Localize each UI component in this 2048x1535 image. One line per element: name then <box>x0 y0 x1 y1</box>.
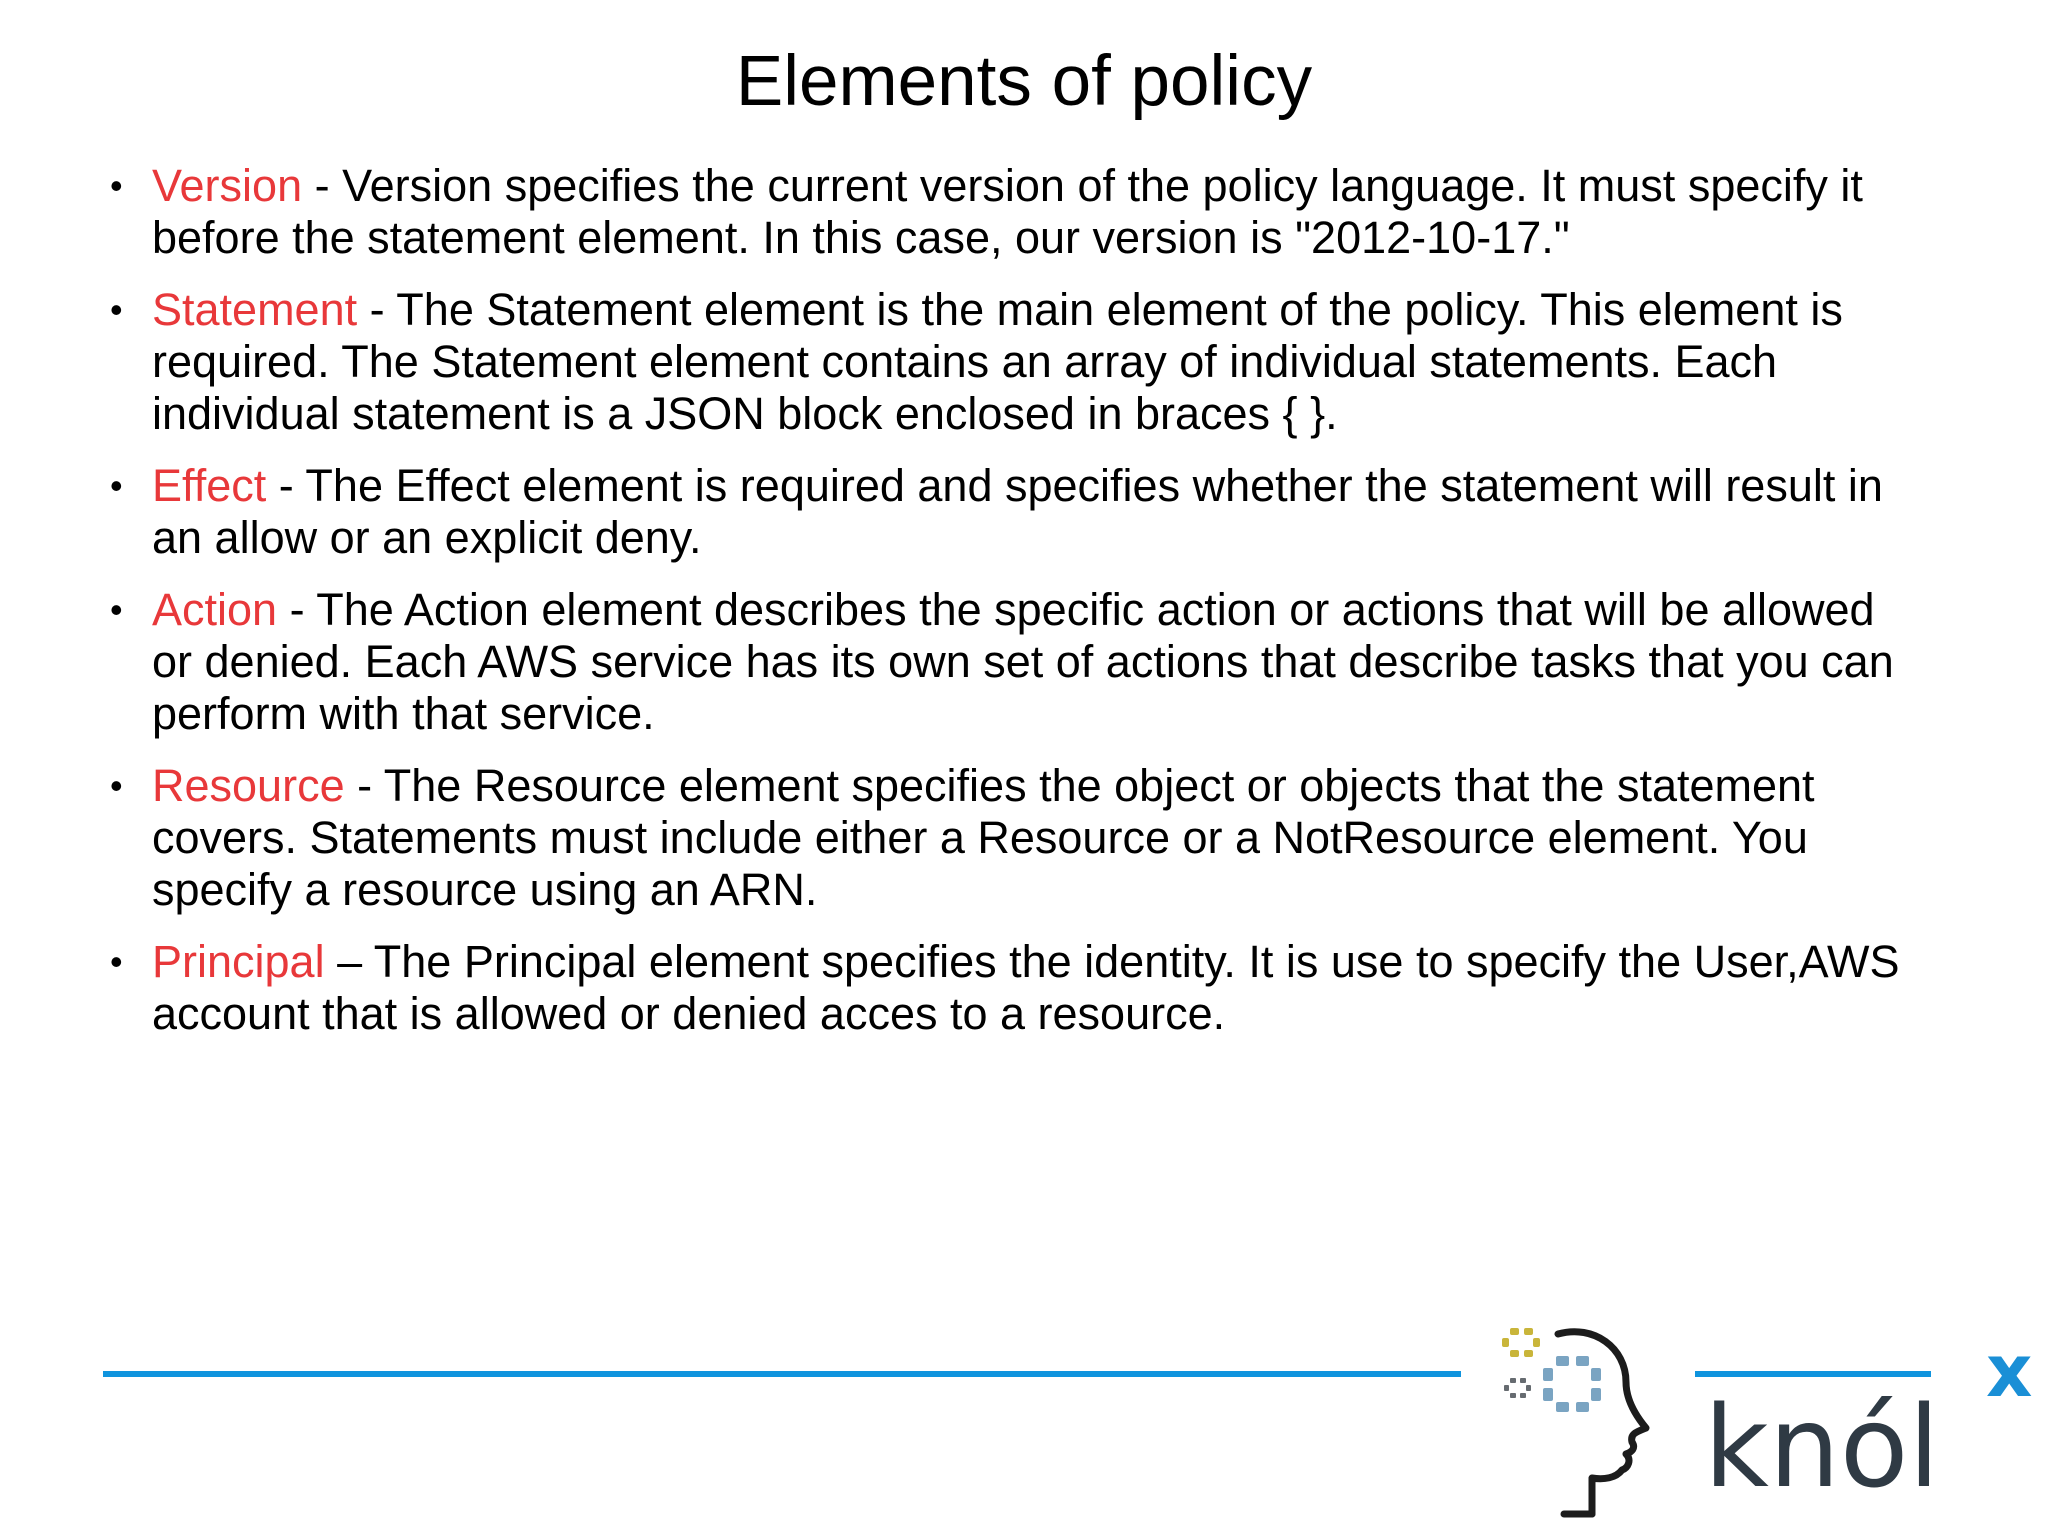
knolx-logo <box>1486 1318 2036 1518</box>
footer-divider-left <box>103 1371 1461 1377</box>
gear-head-icon <box>1502 1328 1646 1514</box>
bullet-principal <box>110 936 1922 1040</box>
term-principal: Principal <box>152 936 325 987</box>
bullet-dot-icon: • <box>110 289 123 330</box>
bullet-dot-icon: • <box>110 589 123 630</box>
term-resource: Resource <box>152 760 345 811</box>
yellow-gear-icon <box>1502 1328 1540 1357</box>
desc-resource: - The Resource element specifies the object or objects that the statement covers. Statements must include either a Resource or a NotResource element. You specify a resource using an ARN. <box>152 760 1815 915</box>
bullet-action <box>110 584 1922 740</box>
bullet-list <box>110 160 1922 1060</box>
slide-title: Elements of policy <box>735 42 1313 121</box>
desc-principal: – The Principal element specifies the identity. It is use to specify the User,AWS account that is allowed or denied acces to a resource. <box>152 936 1900 1039</box>
bullet-dot-icon: • <box>110 941 123 982</box>
bullet-dot-icon: • <box>110 765 123 806</box>
desc-statement: - The Statement element is the main element of the policy. This element is required. The Statement element contains an array of individual statements. Each individual statement is a JSON block enclosed in braces { }. <box>152 284 1843 439</box>
term-version: Version <box>152 160 303 211</box>
bullet-statement <box>110 284 1922 440</box>
gray-gear-icon <box>1504 1378 1531 1398</box>
desc-version: - Version specifies the current version of the policy language. It must specify it before the statement element. In this case, our version is "2012-10-17." <box>152 160 1863 263</box>
bullet-dot-icon: • <box>110 465 123 506</box>
blue-gear-icon <box>1543 1356 1601 1412</box>
bullet-dot-icon: • <box>110 165 123 206</box>
term-statement: Statement <box>152 284 358 335</box>
logo-wordmark: knól <box>1704 1383 1940 1513</box>
bullet-version <box>110 160 1922 264</box>
desc-action: - The Action element describes the specific action or actions that will be allowed or denied. Each AWS service has its own set of actions that describe tasks that you can perform with that service. <box>152 584 1894 739</box>
bullet-resource <box>110 760 1922 916</box>
logo-superscript: x <box>1986 1329 2033 1413</box>
term-effect: Effect <box>152 460 267 511</box>
bullet-effect <box>110 460 1922 564</box>
desc-effect: - The Effect element is required and specifies whether the statement will result in an allow or an explicit deny. <box>152 460 1883 563</box>
term-action: Action <box>152 584 278 635</box>
